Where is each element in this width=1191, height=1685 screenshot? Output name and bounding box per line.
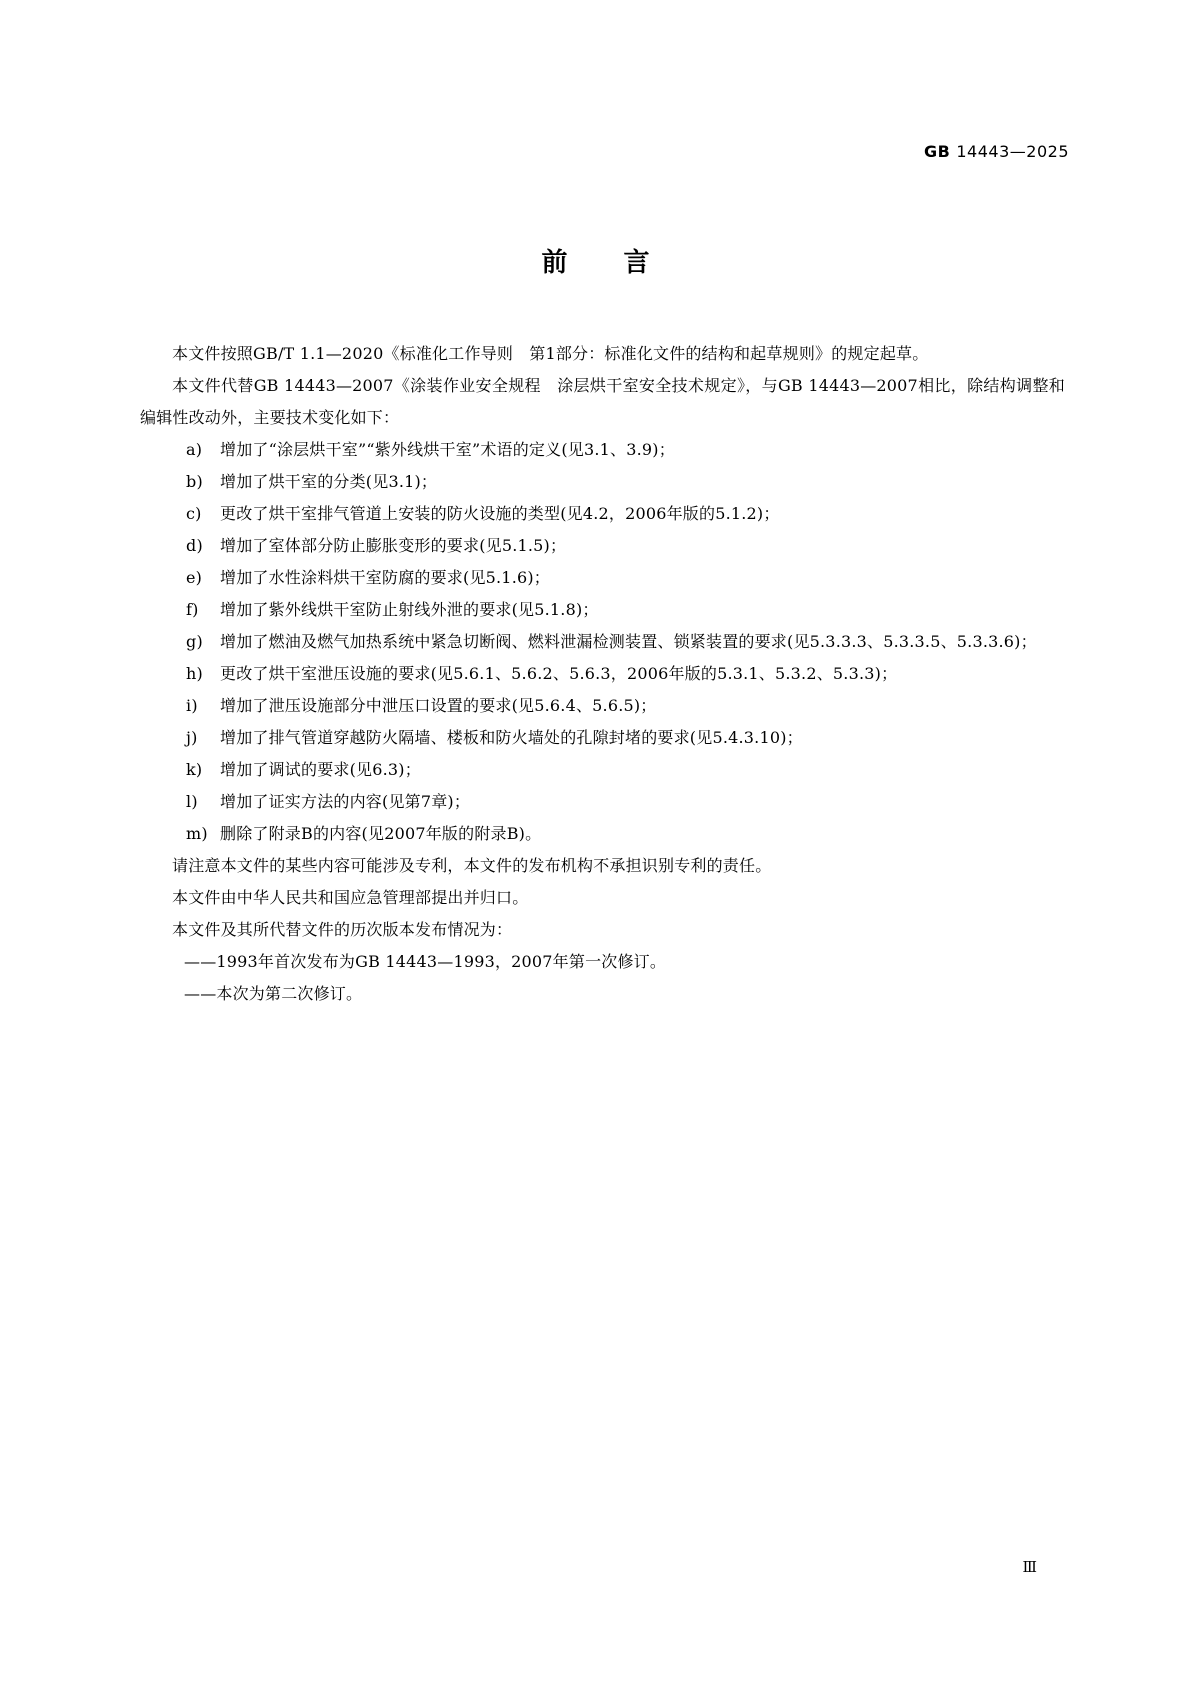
list-marker: h) xyxy=(186,664,203,683)
list-item xyxy=(140,658,1065,690)
list-item xyxy=(140,594,1065,626)
list-marker: m) xyxy=(186,824,208,843)
list-marker: j) xyxy=(186,728,198,747)
page-number: Ⅲ xyxy=(1022,1558,1037,1576)
list-item xyxy=(140,722,1065,754)
list-marker: f) xyxy=(186,600,199,619)
list-item xyxy=(140,434,1065,466)
patent-notice: 请注意本文件的某些内容可能涉及专利，本文件的发布机构不承担识别专利的责任。 xyxy=(172,856,772,875)
list-item-text: 增加了水性涂料烘干室防腐的要求(见5.1.6)； xyxy=(220,568,550,587)
list-item xyxy=(140,498,1065,530)
list-item xyxy=(140,562,1065,594)
list-marker: a) xyxy=(186,440,203,459)
drafting-rules-paragraph: 本文件按照GB/T 1.1—2020《标准化工作导则 第1部分：标准化文件的结构和起草规则》的规定起草。 xyxy=(172,344,929,363)
document-code xyxy=(924,142,1069,161)
list-marker: l) xyxy=(186,792,198,811)
list-item xyxy=(140,530,1065,562)
list-item-text: 增加了燃油及燃气加热系统中紧急切断阀、燃料泄漏检测装置、锁紧装置的要求(见5.3.3.3、5.3.3.5、5.3.3.6)； xyxy=(220,632,1037,651)
history-item: ——本次为第二次修订。 xyxy=(184,984,363,1003)
list-item xyxy=(140,754,1065,786)
list-item xyxy=(140,818,1065,850)
foreword-body xyxy=(140,338,1065,1010)
list-item-text: 增加了紫外线烘干室防止射线外泄的要求(见5.1.8)； xyxy=(220,600,599,619)
list-item xyxy=(140,690,1065,722)
list-item-text: 增加了烘干室的分类(见3.1)； xyxy=(220,472,438,491)
list-item-text: 增加了“涂层烘干室”“紫外线烘干室”术语的定义(见3.1、3.9)； xyxy=(220,440,675,459)
list-item-text: 增加了证实方法的内容(见第7章)； xyxy=(220,792,471,811)
history-intro: 本文件及其所代替文件的历次版本发布情况为： xyxy=(172,920,513,939)
list-marker: k) xyxy=(186,760,203,779)
list-item-text: 增加了室体部分防止膨胀变形的要求(见5.1.5)； xyxy=(220,536,567,555)
replacement-paragraph: 本文件代替GB 14443—2007《涂装作业安全规程 涂层烘干室安全技术规定》，与GB 14443—2007相比，除结构调整和编辑性改动外，主要技术变化如下： xyxy=(140,376,1065,427)
list-item-text: 增加了调试的要求(见6.3)； xyxy=(220,760,421,779)
list-item xyxy=(140,786,1065,818)
list-marker: e) xyxy=(186,568,203,587)
list-item xyxy=(140,466,1065,498)
history-item: ——1993年首次发布为GB 14443—1993，2007年第一次修订。 xyxy=(184,952,667,971)
list-marker: c) xyxy=(186,504,202,523)
list-item-text: 更改了烘干室泄压设施的要求(见5.6.1、5.6.2、5.6.3，2006年版的5.3.1、5.3.2、5.3.3)； xyxy=(220,664,898,683)
list-item-text: 增加了泄压设施部分中泄压口设置的要求(见5.6.4、5.6.5)； xyxy=(220,696,657,715)
authority-statement: 本文件由中华人民共和国应急管理部提出并归口。 xyxy=(172,888,529,907)
list-marker: g) xyxy=(186,632,203,651)
list-marker: d) xyxy=(186,536,203,555)
list-item-text: 更改了烘干室排气管道上安装的防火设施的类型(见4.2，2006年版的5.1.2)； xyxy=(220,504,780,523)
list-item-text: 增加了排气管道穿越防火隔墙、楼板和防火墙处的孔隙封堵的要求(见5.4.3.10)； xyxy=(220,728,803,747)
section-title: 前言 xyxy=(541,248,706,278)
standard-number: 14443—2025 xyxy=(956,142,1069,161)
standard-prefix: GB xyxy=(924,142,951,161)
list-marker: b) xyxy=(186,472,203,491)
list-marker: i) xyxy=(186,696,198,715)
list-item-text: 删除了附录B的内容(见2007年版的附录B)。 xyxy=(220,824,542,843)
technical-changes-list xyxy=(140,434,1065,850)
list-item xyxy=(140,626,1065,658)
